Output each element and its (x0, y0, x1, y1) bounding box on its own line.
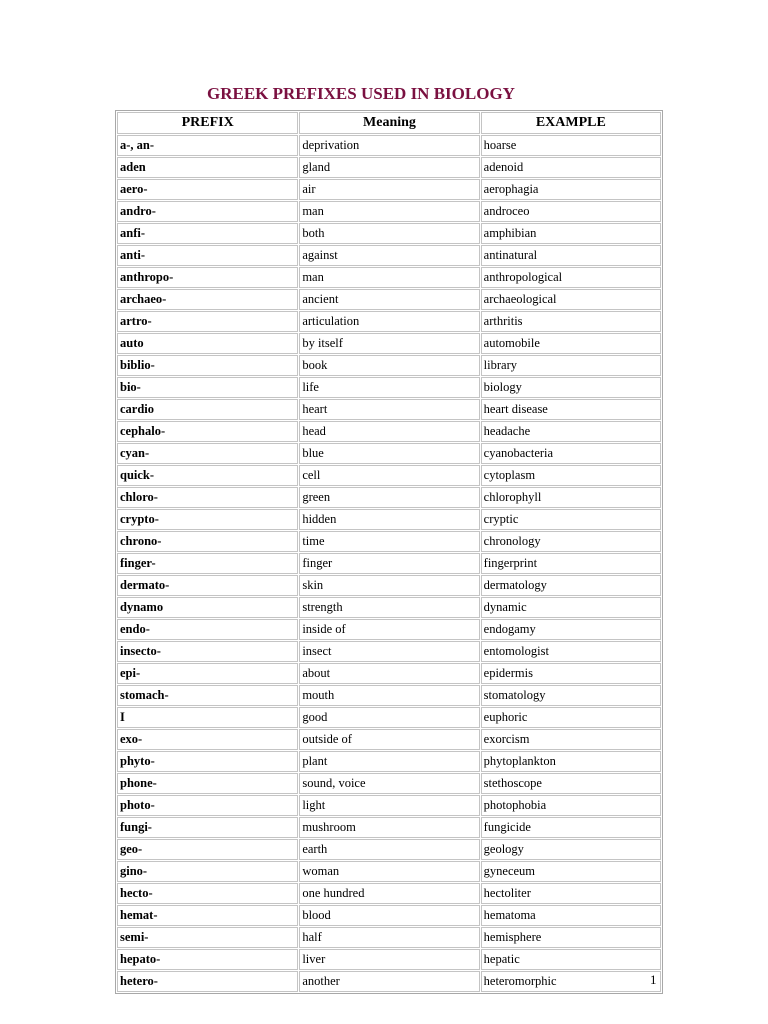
prefix-cell: crypto- (117, 509, 298, 530)
meaning-cell: head (299, 421, 479, 442)
table-row (117, 157, 661, 178)
prefix-cell: insecto- (117, 641, 298, 662)
table-row (117, 575, 661, 596)
prefix-cell: biblio- (117, 355, 298, 376)
meaning-cell: against (299, 245, 479, 266)
prefix-cell: auto (117, 333, 298, 354)
example-cell: library (481, 355, 661, 376)
example-cell: antinatural (481, 245, 661, 266)
meaning-cell: outside of (299, 729, 479, 750)
table-row (117, 421, 661, 442)
table-row (117, 201, 661, 222)
prefix-cell: hemat- (117, 905, 298, 926)
meaning-cell: strength (299, 597, 479, 618)
prefix-cell: hecto- (117, 883, 298, 904)
example-cell: hemisphere (481, 927, 661, 948)
example-cell: archaeological (481, 289, 661, 310)
meaning-cell: heart (299, 399, 479, 420)
example-cell: arthritis (481, 311, 661, 332)
example-cell: automobile (481, 333, 661, 354)
example-cell: chronology (481, 531, 661, 552)
meaning-cell: light (299, 795, 479, 816)
table-row (117, 179, 661, 200)
meaning-cell: plant (299, 751, 479, 772)
header-prefix: PREFIX (117, 112, 298, 134)
example-cell: cryptic (481, 509, 661, 530)
table-row (117, 377, 661, 398)
meaning-cell: inside of (299, 619, 479, 640)
prefix-cell: cyan- (117, 443, 298, 464)
table-row (117, 333, 661, 354)
example-cell: heart disease (481, 399, 661, 420)
meaning-cell: man (299, 201, 479, 222)
example-cell: euphoric (481, 707, 661, 728)
meaning-cell: blood (299, 905, 479, 926)
header-meaning: Meaning (299, 112, 479, 134)
table-row (117, 685, 661, 706)
prefix-cell: cardio (117, 399, 298, 420)
prefix-cell: archaeo- (117, 289, 298, 310)
table-row (117, 795, 661, 816)
prefix-cell: a-, an- (117, 135, 298, 156)
prefix-cell: phone- (117, 773, 298, 794)
meaning-cell: sound, voice (299, 773, 479, 794)
table-row (117, 487, 661, 508)
example-cell: biology (481, 377, 661, 398)
prefix-cell: chrono- (117, 531, 298, 552)
prefix-cell: fungi- (117, 817, 298, 838)
meaning-cell: one hundred (299, 883, 479, 904)
prefix-cell: andro- (117, 201, 298, 222)
prefix-cell: epi- (117, 663, 298, 684)
prefix-cell: aden (117, 157, 298, 178)
prefix-table (115, 110, 663, 994)
table-row (117, 355, 661, 376)
page-number: 1 (650, 972, 657, 987)
example-cell: phytoplankton (481, 751, 661, 772)
prefix-cell: anthropo- (117, 267, 298, 288)
prefix-cell: I (117, 707, 298, 728)
table-row (117, 817, 661, 838)
table-row (117, 465, 661, 486)
example-cell: hematoma (481, 905, 661, 926)
example-cell: aerophagia (481, 179, 661, 200)
meaning-cell: mouth (299, 685, 479, 706)
example-cell: exorcism (481, 729, 661, 750)
example-cell: stethoscope (481, 773, 661, 794)
table-row (117, 597, 661, 618)
example-cell: dermatology (481, 575, 661, 596)
meaning-cell: liver (299, 949, 479, 970)
table-row (117, 311, 661, 332)
example-cell: adenoid (481, 157, 661, 178)
table-row (117, 949, 661, 970)
table-row (117, 289, 661, 310)
prefix-cell: gino- (117, 861, 298, 882)
table-row (117, 619, 661, 640)
table-row (117, 883, 661, 904)
example-cell: androceo (481, 201, 661, 222)
prefix-cell: dynamo (117, 597, 298, 618)
meaning-cell: both (299, 223, 479, 244)
table-row (117, 245, 661, 266)
example-cell: entomologist (481, 641, 661, 662)
meaning-cell: deprivation (299, 135, 479, 156)
prefix-cell: bio- (117, 377, 298, 398)
example-cell: fingerprint (481, 553, 661, 574)
document-title: GREEK PREFIXES USED IN BIOLOGY (207, 84, 515, 103)
meaning-cell: gland (299, 157, 479, 178)
prefix-cell: geo- (117, 839, 298, 860)
example-cell: geology (481, 839, 661, 860)
table-row (117, 531, 661, 552)
meaning-cell: mushroom (299, 817, 479, 838)
prefix-cell: phyto- (117, 751, 298, 772)
meaning-cell: air (299, 179, 479, 200)
table-row (117, 751, 661, 772)
example-cell: endogamy (481, 619, 661, 640)
meaning-cell: skin (299, 575, 479, 596)
meaning-cell: insect (299, 641, 479, 662)
meaning-cell: by itself (299, 333, 479, 354)
meaning-cell: about (299, 663, 479, 684)
prefix-cell: dermato- (117, 575, 298, 596)
table-row (117, 927, 661, 948)
example-cell: hectoliter (481, 883, 661, 904)
prefix-cell: photo- (117, 795, 298, 816)
table-header-row (117, 112, 661, 134)
prefix-cell: cephalo- (117, 421, 298, 442)
prefix-cell: aero- (117, 179, 298, 200)
example-cell: cyanobacteria (481, 443, 661, 464)
table-row (117, 861, 661, 882)
prefix-cell: artro- (117, 311, 298, 332)
meaning-cell: earth (299, 839, 479, 860)
prefix-cell: exo- (117, 729, 298, 750)
meaning-cell: time (299, 531, 479, 552)
table-row (117, 663, 661, 684)
meaning-cell: woman (299, 861, 479, 882)
example-cell: headache (481, 421, 661, 442)
example-cell: heteromorphic (481, 971, 661, 992)
table-row (117, 641, 661, 662)
table-row (117, 135, 661, 156)
table-row (117, 553, 661, 574)
prefix-cell: hepato- (117, 949, 298, 970)
meaning-cell: articulation (299, 311, 479, 332)
example-cell: hepatic (481, 949, 661, 970)
example-cell: chlorophyll (481, 487, 661, 508)
prefix-cell: stomach- (117, 685, 298, 706)
meaning-cell: ancient (299, 289, 479, 310)
table-row (117, 443, 661, 464)
example-cell: cytoplasm (481, 465, 661, 486)
example-cell: fungicide (481, 817, 661, 838)
meaning-cell: another (299, 971, 479, 992)
example-cell: stomatology (481, 685, 661, 706)
meaning-cell: man (299, 267, 479, 288)
table-row (117, 971, 661, 992)
meaning-cell: book (299, 355, 479, 376)
prefix-cell: anti- (117, 245, 298, 266)
prefix-cell: anfi- (117, 223, 298, 244)
table-body (117, 135, 661, 992)
prefix-cell: semi- (117, 927, 298, 948)
prefix-cell: quick- (117, 465, 298, 486)
example-cell: photophobia (481, 795, 661, 816)
prefix-cell: hetero- (117, 971, 298, 992)
table-row (117, 267, 661, 288)
example-cell: anthropological (481, 267, 661, 288)
meaning-cell: good (299, 707, 479, 728)
table-row (117, 773, 661, 794)
prefix-cell: endo- (117, 619, 298, 640)
meaning-cell: hidden (299, 509, 479, 530)
table-row (117, 905, 661, 926)
example-cell: hoarse (481, 135, 661, 156)
meaning-cell: cell (299, 465, 479, 486)
header-example: EXAMPLE (481, 112, 661, 134)
table-row (117, 509, 661, 530)
table-row (117, 839, 661, 860)
table-row (117, 399, 661, 420)
prefix-cell: chloro- (117, 487, 298, 508)
table-row (117, 729, 661, 750)
example-cell: amphibian (481, 223, 661, 244)
table-row (117, 707, 661, 728)
meaning-cell: green (299, 487, 479, 508)
meaning-cell: life (299, 377, 479, 398)
example-cell: epidermis (481, 663, 661, 684)
meaning-cell: half (299, 927, 479, 948)
example-cell: gyneceum (481, 861, 661, 882)
prefix-cell: finger- (117, 553, 298, 574)
table-row (117, 223, 661, 244)
meaning-cell: finger (299, 553, 479, 574)
meaning-cell: blue (299, 443, 479, 464)
example-cell: dynamic (481, 597, 661, 618)
